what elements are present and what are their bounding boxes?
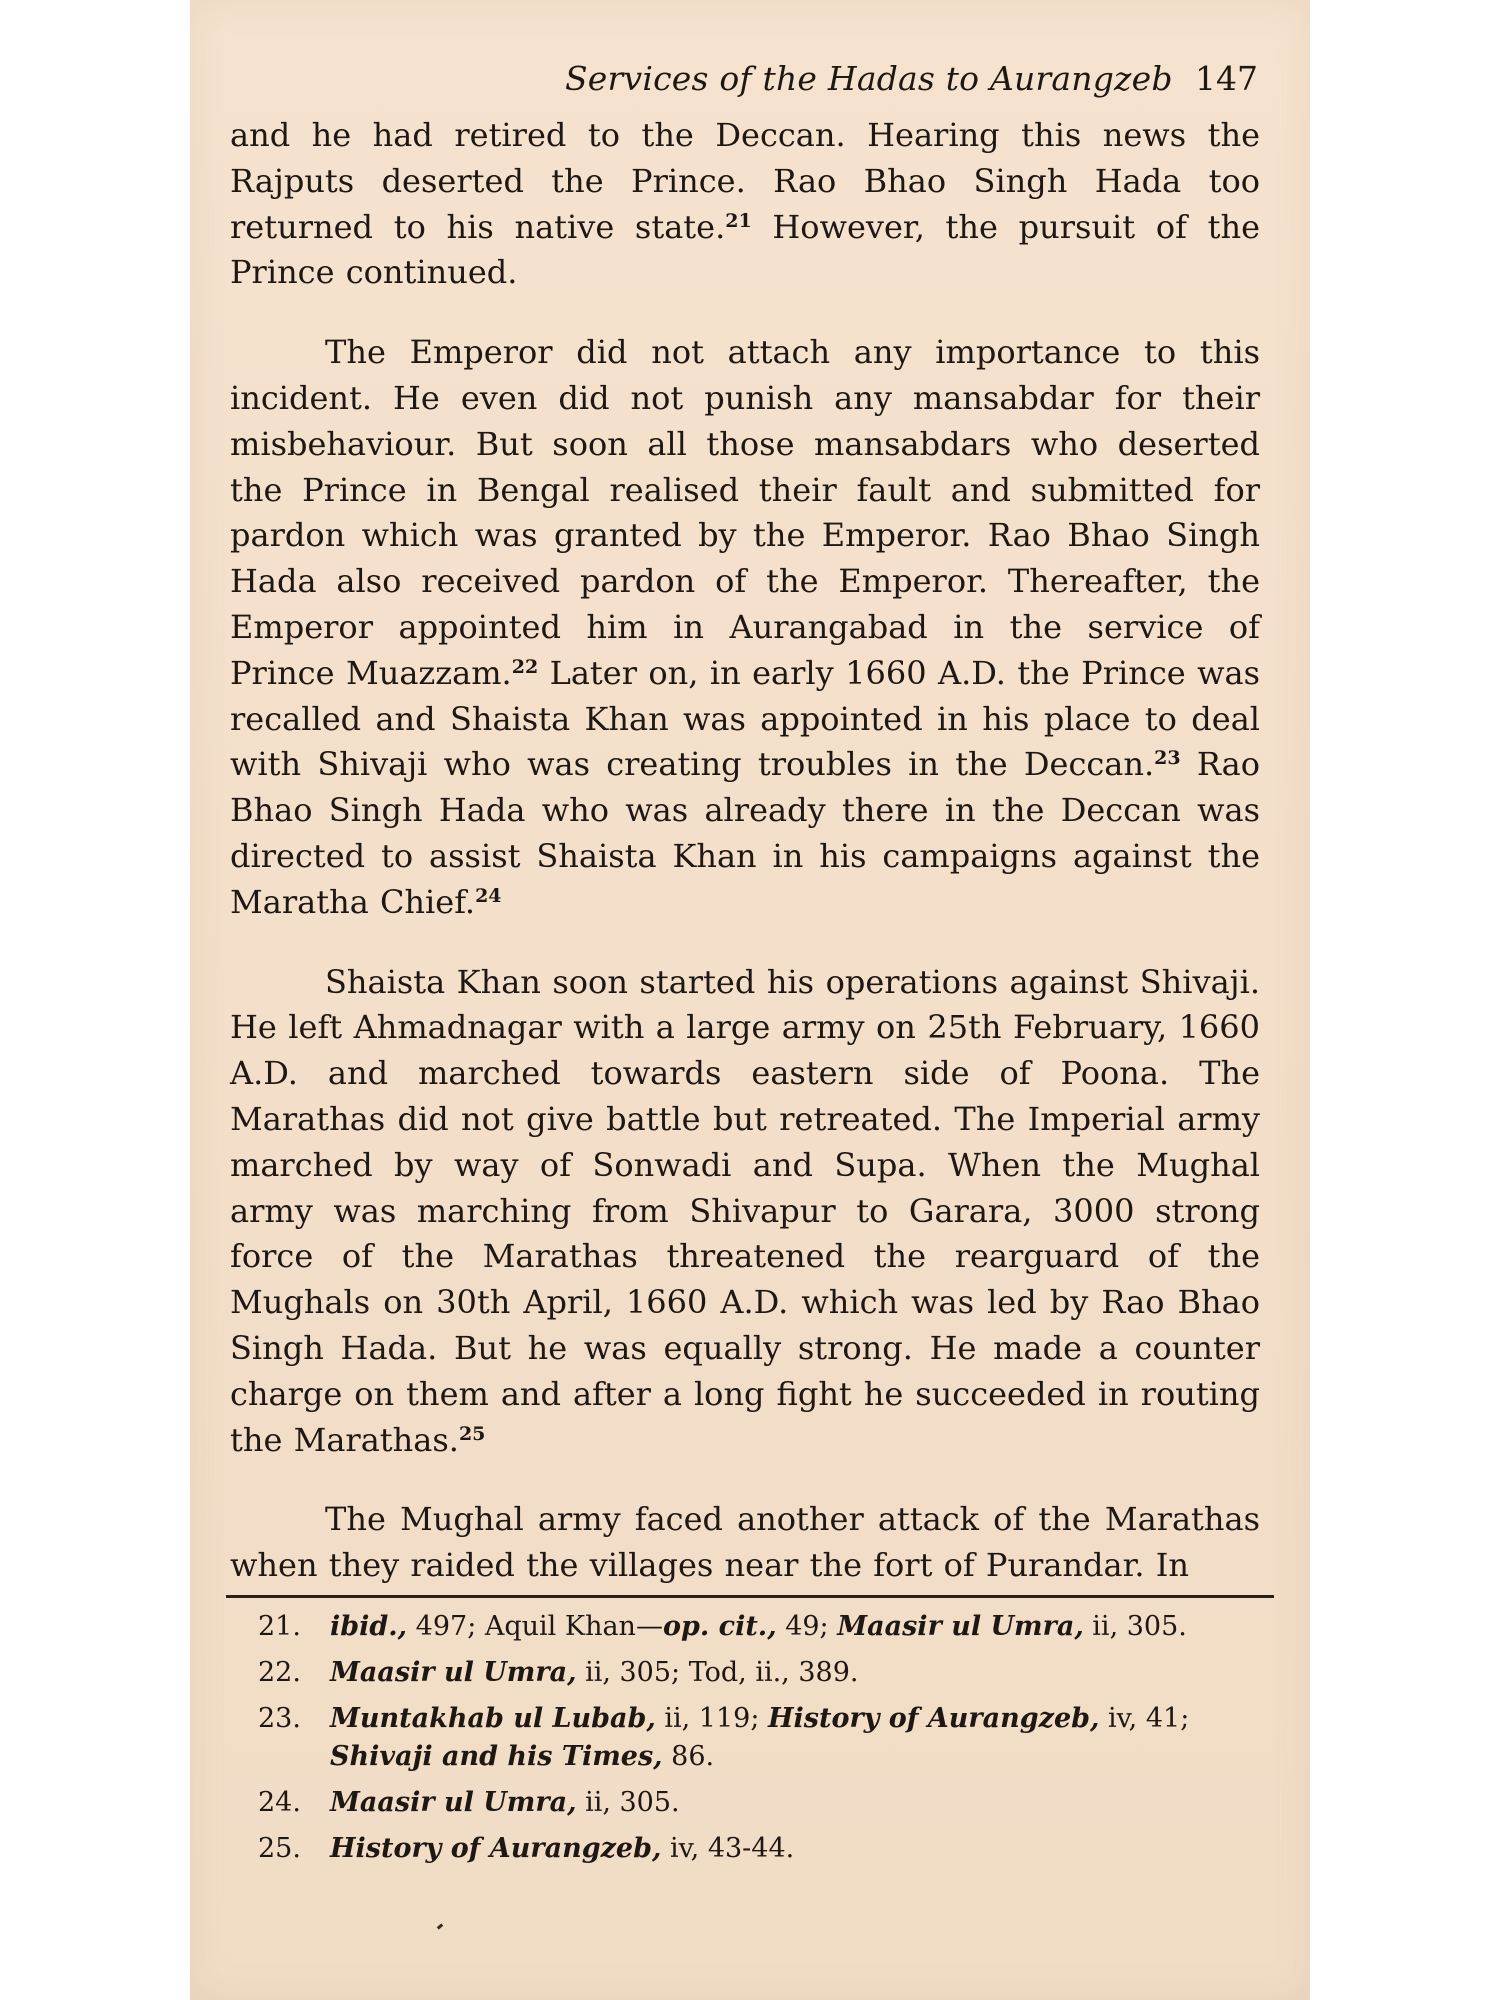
footnote-number: 25. [258,1832,301,1864]
footnote-ref: 24 [475,884,502,907]
body-text [230,113,1260,1589]
citation-detail: ii, 119; [655,1702,769,1734]
citation-detail: 86. [662,1740,715,1772]
footnote [230,1700,1260,1776]
footnote-text [330,1830,1260,1868]
citation-title: ibid., [330,1610,408,1642]
citation-title: Muntakhab ul Lubab, [330,1702,656,1734]
footnote-number: 21. [258,1610,301,1642]
citation-title: History of Aurangzeb, [768,1702,1100,1734]
footnote-ref: 25 [458,1422,486,1445]
paragraph [230,960,1260,1464]
footnotes [230,1608,1260,1868]
paragraph-text: However, the pursuit of the Prince continued. [230,207,1261,292]
citation-title: Maasir ul Umra, [330,1786,577,1818]
citation-detail: 497; Aquil Khan— [407,1610,663,1642]
book-page [230,55,1260,1876]
footnote-ref: 21 [725,209,752,232]
footnote [230,1830,1260,1868]
footnote-text [330,1654,1260,1692]
footnote-text [330,1784,1260,1822]
footnote-rule [226,1595,1274,1598]
paragraph-text: and he had retired to the Deccan. Hearing this news the Rajputs deserted the Prince. Rao Bhao Singh Hada too returned to his native state. [230,116,1260,246]
paragraph-text: The Mughal army faced another attack of the Marathas when they raided the villages near the fort of Purandar. In [230,1500,1260,1585]
paragraph [230,330,1260,925]
citation-detail: ii, 305. [576,1786,680,1818]
footnote-number: 23. [258,1702,301,1734]
footnote-text [330,1608,1260,1646]
running-title: Services of the Hadas to Aurangzeb [565,59,1173,98]
page-header [230,55,1260,113]
footnote [230,1608,1260,1646]
paragraph-text: Later on, in early 1660 A.D. the Prince was recalled and Shaista Khan was appointed in his place to deal with Shivaji who was creating troubles in the Deccan. [230,653,1261,784]
citation-title: op. cit., [662,1610,777,1642]
citation-title: Maasir ul Umra, [330,1656,577,1688]
footnote [230,1784,1260,1822]
citation-detail: ii, 305. [1083,1610,1187,1642]
page-number: 147 [1195,59,1258,98]
paragraph [230,113,1260,296]
paragraph [230,1497,1260,1589]
footnote-number: 24. [258,1786,301,1818]
citation-detail: iv, 43-44. [661,1832,795,1864]
citation-title: Shivaji and his Times, [330,1740,663,1772]
footnote-ref: 22 [511,655,539,678]
citation-title: History of Aurangzeb, [330,1832,662,1864]
citation-detail: iv, 41; [1099,1702,1190,1734]
footnote-text [330,1700,1260,1776]
citation-title: Maasir ul Umra, [837,1610,1084,1642]
footnote-ref: 23 [1154,747,1181,770]
paragraph-text: Shaista Khan soon started his operations against Shivaji. He left Ahmadnagar with a large army on 25th February, 1660 A.D. and marched towards eastern side of Poona. The Marathas did not give battle but retreated. The Imperial army marched by way of Sonwadi and Supa. When the Mughal army was marching from Shivapur to Garara, 3000 strong force of the Marathas threatened the rearguard of the Mughals on 30th April, 1660 A.D. which was led by Rao Bhao Singh Hada. But he was equally strong. He made a counter charge on them and after a long fight he succeeded in routing the Marathas. [230,962,1260,1459]
footnote-number: 22. [258,1656,301,1688]
citation-detail: 49; [776,1610,838,1642]
paragraph-text: The Emperor did not attach any importance to this incident. He even did not punish any mansabdar for their misbehaviour. But soon all those mansabdars who deserted the Prince in Bengal realised their fault and submitted for pardon which was granted by the Emperor. Rao Bhao Singh Hada also received pardon of the Emperor. Thereafter, the Emperor appointed him in Aurangabad in the service of Prince Muazzam. [230,333,1260,692]
citation-detail: ii, 305; Tod, ii., 389. [576,1656,859,1688]
footnote [230,1654,1260,1692]
paragraph-text: Rao Bhao Singh Hada who was already there in the Deccan was directed to assist Shaista Khan in his campaigns against the Maratha Chief. [230,745,1260,921]
